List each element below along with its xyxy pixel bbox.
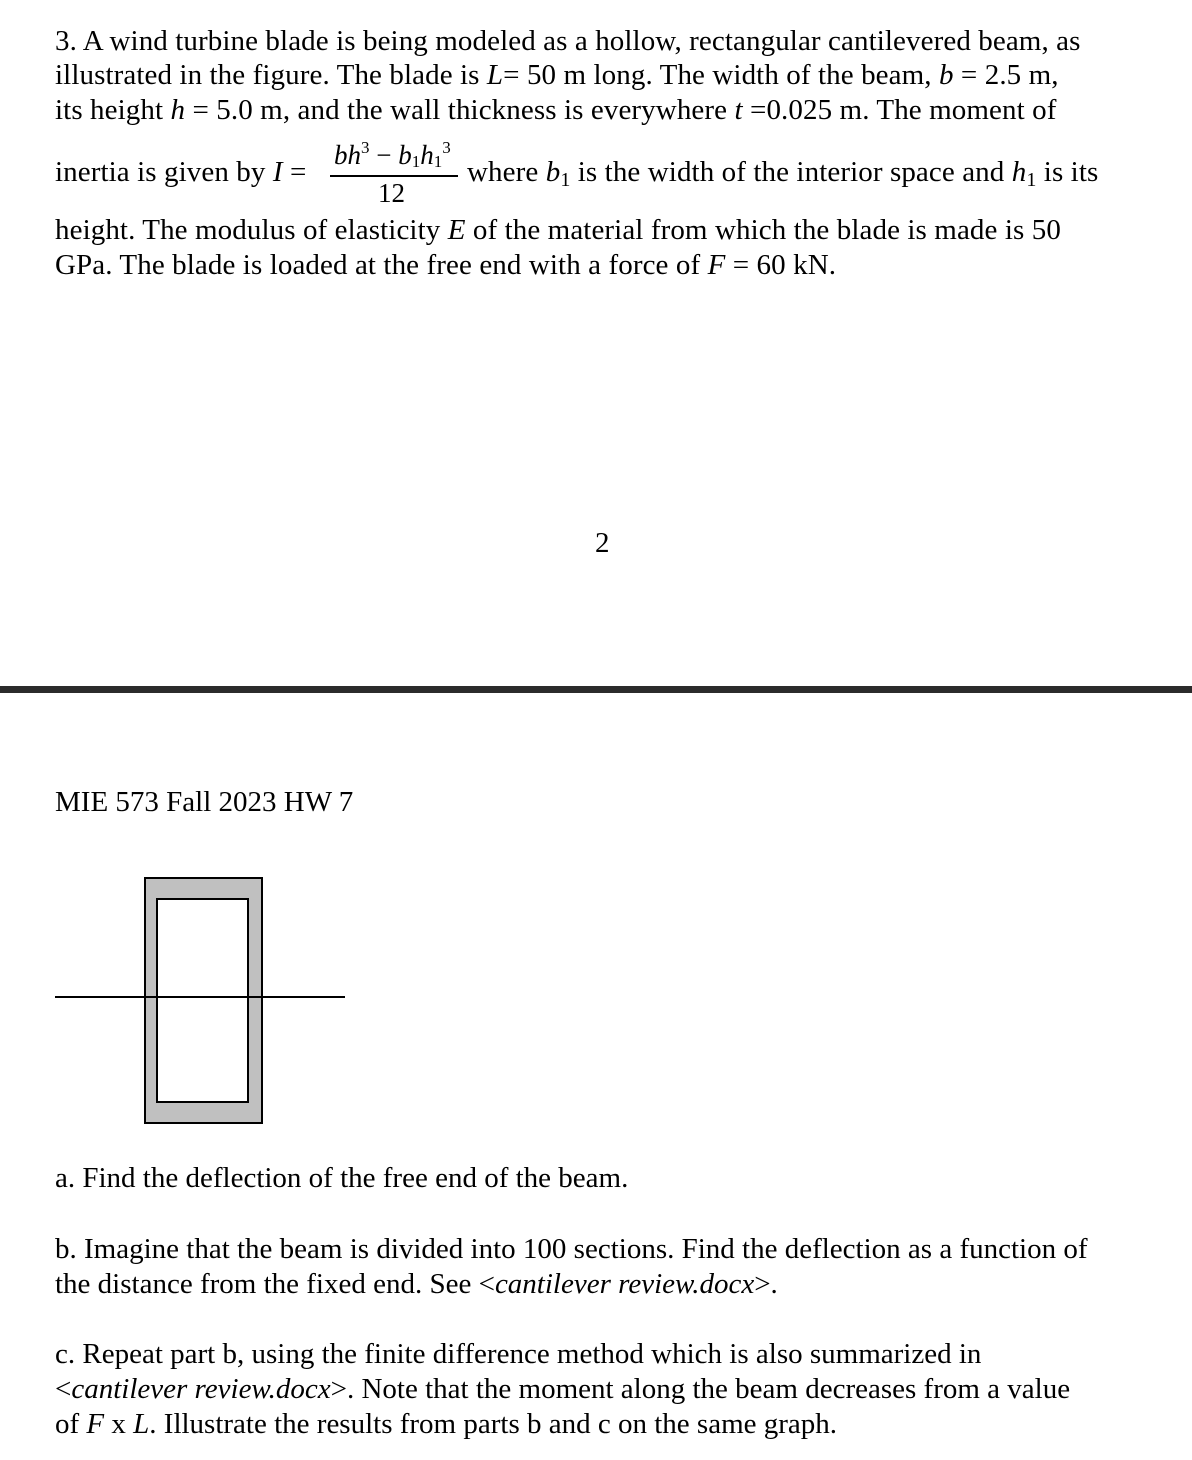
var-h: h [170, 94, 186, 126]
formula-minus: − [369, 140, 399, 170]
page-header: MIE 573 Fall 2023 HW 7 [55, 786, 354, 818]
problem-line-5 [55, 213, 1061, 247]
text-segment: height. The modulus of elasticity [55, 214, 448, 246]
file-reference: cantilever review.docx [494, 1268, 755, 1300]
formula-bh: bh [334, 140, 361, 170]
text-segment: illustrated in the figure. The blade is [55, 59, 487, 91]
problem-line-6 [55, 248, 836, 282]
text-segment: = 2.5 m, [953, 59, 1059, 91]
var-h1: h [1011, 156, 1027, 188]
text-segment: = 60 kN. [725, 249, 837, 281]
problem-text: 3. A wind turbine blade is being modeled as a hollow, rectangular cantilevered beam, as [55, 25, 1081, 57]
var-L: L [486, 59, 504, 91]
problem-line-1 [55, 24, 1081, 58]
problem-line-4b [467, 155, 1098, 197]
var-E: E [447, 214, 466, 246]
text-segment: its height [55, 94, 171, 126]
var-F: F [707, 249, 726, 281]
text-segment: . Illustrate the results from parts b and c on the same graph. [149, 1408, 838, 1440]
var-F: F [86, 1408, 105, 1440]
text-segment: inertia is given by [55, 156, 273, 188]
subscript: 1 [1026, 169, 1037, 191]
text-segment: of the material from which the blade is made is 50 [465, 214, 1061, 246]
subscript: 1 [560, 169, 571, 191]
part-b-line-2 [55, 1267, 778, 1301]
formula-sub: 1 [433, 152, 443, 171]
text-segment: = 5.0 m, and the wall thickness is everywhere [185, 94, 735, 126]
part-a: a. Find the deflection of the free end of the beam. [55, 1162, 629, 1194]
moment-of-inertia-formula [330, 138, 458, 210]
var-b1: b [545, 156, 561, 188]
problem-line-3 [55, 93, 1056, 127]
text-segment: of [55, 1408, 87, 1440]
page-divider [0, 686, 1192, 693]
part-b-line-1: b. Imagine that the beam is divided into 100 sections. Find the deflection as a function of [55, 1233, 1088, 1265]
formula-b1: b [398, 140, 412, 170]
page-number: 2 [595, 527, 610, 559]
formula-exp: 3 [361, 138, 370, 157]
file-reference: cantilever review.docx [71, 1373, 331, 1405]
part-c-line-2 [55, 1372, 1070, 1406]
var-b: b [938, 59, 954, 91]
text-segment: GPa. The blade is loaded at the free end with a force of [55, 249, 708, 281]
beam-cross-section-figure [55, 876, 347, 1128]
text-segment: is its [1036, 156, 1099, 188]
text-segment: = 50 m long. The width of the beam, [503, 59, 939, 91]
problem-line-2 [55, 58, 1059, 92]
part-c-line-1: c. Repeat part b, using the finite difference method which is also summarized in [55, 1338, 982, 1370]
text-segment: where [467, 156, 546, 188]
text-segment: is the width of the interior space and [570, 156, 1012, 188]
inner-cavity [157, 899, 248, 1102]
var-t: t [734, 94, 743, 126]
var-L: L [133, 1408, 150, 1440]
text-segment: =0.025 m. The moment of [742, 94, 1057, 126]
text-segment: the distance from the fixed end. See < [55, 1268, 495, 1300]
text-segment: >. [754, 1268, 778, 1300]
formula-exp: 3 [442, 138, 451, 157]
formula-h1: h [420, 140, 434, 170]
formula-numerator [334, 138, 451, 172]
formula-sub: 1 [411, 152, 421, 171]
text-segment: x [104, 1408, 134, 1440]
equals-sign: = [282, 156, 307, 188]
part-c-line-3 [55, 1407, 837, 1441]
formula-denominator: 12 [378, 178, 405, 208]
var-I: I [272, 156, 283, 188]
text-segment: >. Note that the moment along the beam decreases from a value [330, 1373, 1071, 1405]
problem-line-4a [55, 155, 306, 189]
fraction-bar [330, 175, 458, 177]
text-segment: < [55, 1373, 72, 1405]
